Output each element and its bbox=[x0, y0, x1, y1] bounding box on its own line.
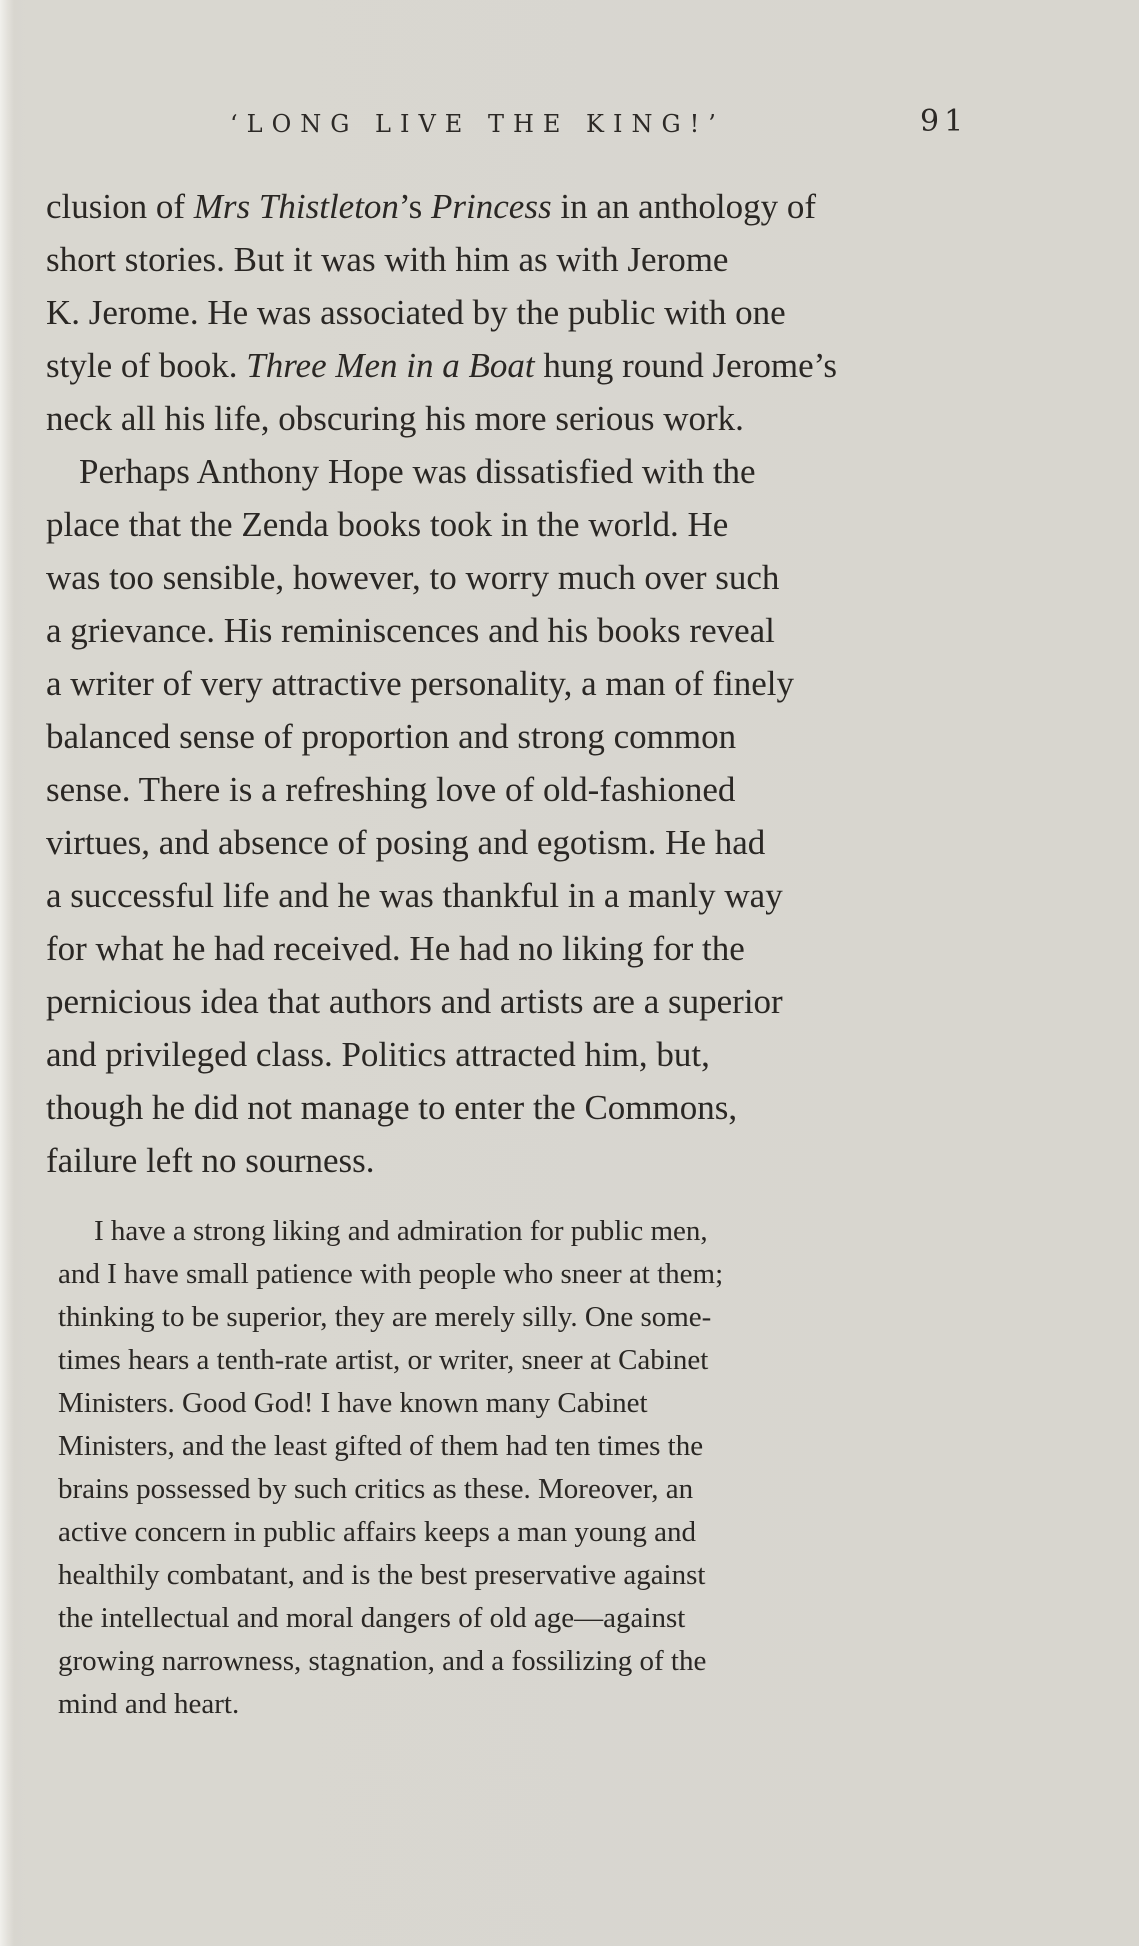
body-line: a writer of very attractive personality, a man of finely bbox=[46, 664, 794, 703]
quote-line: Ministers, and the least gifted of them had ten times the bbox=[58, 1430, 704, 1462]
body-line: failure left no sourness. bbox=[46, 1141, 375, 1180]
quote-line: brains possessed by such critics as these. Moreover, an bbox=[58, 1473, 694, 1505]
quote-line: mind and heart. bbox=[58, 1688, 240, 1720]
body-line: a grievance. His reminiscences and his books reveal bbox=[46, 611, 775, 650]
page-binding-edge bbox=[0, 0, 14, 1946]
quote-line: healthily combatant, and is the best preservative against bbox=[58, 1559, 706, 1591]
body-line: Perhaps Anthony Hope was dissatisfied with the bbox=[79, 452, 756, 491]
body-line: neck all his life, obscuring his more serious work. bbox=[46, 399, 744, 438]
quote-line: the intellectual and moral dangers of old age—against bbox=[58, 1602, 686, 1634]
body-line: a successful life and he was thankful in a manly way bbox=[46, 876, 783, 915]
body-line: place that the Zenda books took in the world. He bbox=[46, 505, 729, 544]
body-line: and privileged class. Politics attracted him, but, bbox=[46, 1035, 710, 1074]
body-text bbox=[46, 180, 986, 1187]
quote-line: thinking to be superior, they are merely silly. One some- bbox=[58, 1301, 712, 1333]
block-quote bbox=[58, 1210, 988, 1726]
body-line: K. Jerome. He was associated by the public with one bbox=[46, 293, 786, 332]
body-line: short stories. But it was with him as with Jerome bbox=[46, 240, 729, 279]
running-head: ‘LONG LIVE THE KING!’ bbox=[230, 110, 725, 138]
body-line: was too sensible, however, to worry much over such bbox=[46, 558, 780, 597]
quote-line: growing narrowness, stagnation, and a fossilizing of the bbox=[58, 1645, 707, 1677]
quote-line: Ministers. Good God! I have known many Cabinet bbox=[58, 1387, 648, 1419]
body-line: though he did not manage to enter the Commons, bbox=[46, 1088, 738, 1127]
body-line: pernicious idea that authors and artists are a superior bbox=[46, 982, 783, 1021]
body-line: balanced sense of proportion and strong common bbox=[46, 717, 737, 756]
page-number: 91 bbox=[920, 104, 969, 139]
body-line: clusion of Mrs Thistleton’s Princess in an anthology of bbox=[46, 187, 816, 226]
body-line: sense. There is a refreshing love of old-fashioned bbox=[46, 770, 736, 809]
quote-line: active concern in public affairs keeps a man young and bbox=[58, 1516, 697, 1548]
quote-line: and I have small patience with people who sneer at them; bbox=[58, 1258, 724, 1290]
body-line: virtues, and absence of posing and egotism. He had bbox=[46, 823, 766, 862]
quote-line: I have a strong liking and admiration for public men, bbox=[94, 1215, 708, 1247]
body-line: style of book. Three Men in a Boat hung round Jerome’s bbox=[46, 346, 837, 385]
body-line: for what he had received. He had no liking for the bbox=[46, 929, 745, 968]
quote-line: times hears a tenth-rate artist, or writer, sneer at Cabinet bbox=[58, 1344, 709, 1376]
